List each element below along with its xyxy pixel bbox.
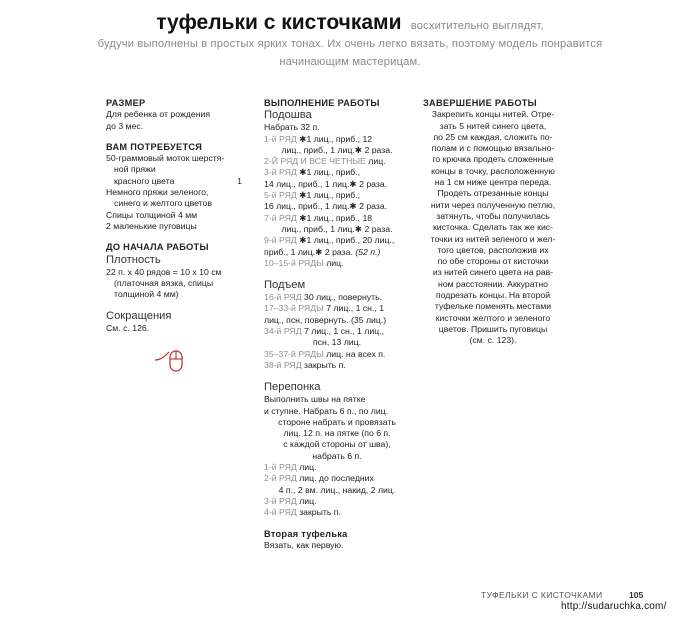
finish-line: (см. с. 123). bbox=[469, 335, 517, 346]
finish-line: туфельке поменять местами bbox=[434, 301, 552, 312]
materials-line: Спицы толщиной 4 мм bbox=[106, 209, 198, 220]
row-instruction: 4-й РЯД закрыть п. bbox=[264, 507, 341, 518]
row-instruction: 1-й РЯД лиц. bbox=[264, 462, 317, 473]
strap-title: Перепонка bbox=[264, 381, 321, 394]
strap-line: набрать 6 п. bbox=[312, 450, 362, 461]
work-heading: ВЫПОЛНЕНИЕ РАБОТЫ bbox=[264, 98, 380, 108]
sole-title: Подошва bbox=[264, 109, 312, 122]
finish-line: кисточки желтого и зеленого bbox=[435, 312, 551, 323]
intro-text-1: восхитительно выглядят, bbox=[410, 20, 544, 32]
density-line: (платочная вязка, спицы bbox=[114, 277, 214, 288]
second-slipper-heading: Вторая туфелька bbox=[264, 528, 348, 539]
materials-line: 2 маленькие пуговицы bbox=[106, 220, 197, 231]
row-instruction: 34-й РЯД 7 лиц., 1 сн., 1 лиц., bbox=[264, 326, 384, 337]
finish-text bbox=[423, 109, 563, 346]
size-line: Для ребенка от рождения bbox=[106, 109, 211, 120]
intro-text-2: будучи выполнены в простых ярких тонах. Их очень легко вязать, поэтому модель понравится bbox=[97, 38, 603, 50]
column-3 bbox=[423, 98, 563, 347]
strap-line: и ступне. Набрать 6 п., по лиц. bbox=[264, 405, 389, 416]
column-2 bbox=[264, 98, 410, 551]
finish-line: того цветов, расположив их bbox=[437, 244, 549, 255]
sole-cast: Набрать 32 п. bbox=[264, 122, 320, 133]
second-slipper-text: Вязать, как первую. bbox=[264, 539, 344, 550]
strap-line: с каждой стороны от шва), bbox=[283, 439, 391, 450]
watermark: http://sudaruchka.com/ bbox=[561, 601, 667, 612]
finish-line: на 1 см ниже центра переда. bbox=[434, 177, 552, 188]
finish-line: нити через полученную петлю, bbox=[430, 199, 556, 210]
mouse-icon bbox=[155, 348, 191, 378]
density-line: 22 п. x 40 рядов = 10 x 10 см bbox=[106, 266, 222, 277]
materials-line: синего и желтого цветов bbox=[114, 198, 213, 209]
density-line: толщиной 4 мм) bbox=[114, 289, 179, 300]
row-instruction: 14 лиц., приб., 1 лиц.✱ 2 раза. bbox=[264, 178, 388, 189]
finish-line: подрезать концы. На второй bbox=[435, 290, 551, 301]
row-instruction: 2-Й РЯД И ВСЕ ЧЕТНЫЕ лиц. bbox=[264, 156, 386, 167]
intro-text-3: начинающим мастерицам. bbox=[279, 56, 421, 68]
row-instruction: 3-й РЯД ✱1 лиц., приб., bbox=[264, 167, 361, 178]
finish-line: полам и с помощью вязально- bbox=[431, 143, 555, 154]
materials-count: 1 bbox=[237, 175, 242, 186]
size-line: до 3 мес. bbox=[106, 120, 144, 131]
row-instruction: 5-й РЯД ✱1 лиц., приб., bbox=[264, 190, 361, 201]
before-heading: ДО НАЧАЛА РАБОТЫ bbox=[106, 242, 209, 253]
materials-line: ной пряжи bbox=[114, 164, 156, 175]
row-instruction: лиц., приб., 1 лиц.✱ 2 раза. bbox=[281, 223, 393, 234]
row-instruction: 7-й РЯД ✱1 лиц., приб., 18 bbox=[264, 212, 373, 223]
strap-line: стороне набрать и провязать bbox=[278, 416, 396, 427]
running-title: ТУФЕЛЬКИ С КИСТОЧКАМИ bbox=[481, 590, 603, 600]
row-instruction: 4 п., 2 вм. лиц., накид, 2 лиц. bbox=[278, 484, 396, 495]
finish-line: Закрепить концы нитей. Отре- bbox=[431, 109, 555, 120]
rise-title: Подъем bbox=[264, 279, 306, 292]
abbreviations-ref[interactable]: См. с. 126. bbox=[106, 323, 150, 334]
row-instruction: 35–37-й РЯДЫ лиц. на всех п. bbox=[264, 348, 386, 359]
abbreviations-title: Сокращения bbox=[106, 310, 172, 323]
row-instruction: 2-й РЯД лиц. до последних bbox=[264, 473, 374, 484]
row-instruction: 38-й РЯД закрыть п. bbox=[264, 359, 346, 370]
finish-line: кисточка. Сделать так же кис- bbox=[432, 222, 554, 233]
finish-line: го крючка продеть сложенные bbox=[432, 154, 554, 165]
finish-line: цветов. Пришить пуговицы bbox=[438, 323, 548, 334]
strap-line: лиц. 12 п. на пятке (по 6 п. bbox=[283, 428, 391, 439]
page-number: 105 bbox=[629, 590, 644, 600]
row-instruction: 3-й РЯД лиц. bbox=[264, 495, 317, 506]
row-instruction: 9-й РЯД ✱1 лиц., приб., 20 лиц., bbox=[264, 235, 395, 246]
row-instruction: 17–33-й РЯДЫ 7 лиц., 1 сн., 1 bbox=[264, 303, 385, 314]
materials-heading: ВАМ ПОТРЕБУЕТСЯ bbox=[106, 141, 203, 152]
intro bbox=[20, 11, 680, 71]
finish-line: Продеть отрезанные концы bbox=[437, 188, 549, 199]
row-instruction: лиц., псн, повернуть. (35 лиц.) bbox=[264, 314, 387, 325]
row-instruction: 10–15-й РЯДЫ лиц. bbox=[264, 257, 344, 268]
strap-line: Выполнить швы на пятке bbox=[264, 394, 366, 405]
row-instruction: псн, 13 лиц. bbox=[312, 337, 362, 348]
row-instruction: 1-й РЯД ✱1 лиц., приб., 12 bbox=[264, 133, 373, 144]
finish-line: зать 5 нитей синего цвета, bbox=[439, 120, 547, 131]
materials-line: 50-граммовый моток шерстя- bbox=[106, 153, 225, 164]
row-instruction: лиц., приб., 1 лиц.✱ 2 раза. bbox=[281, 144, 393, 155]
finish-line: по обе стороны от кисточки bbox=[437, 256, 549, 267]
finish-heading: ЗАВЕРШЕНИЕ РАБОТЫ bbox=[423, 98, 537, 108]
finish-line: ном расстоянии. Аккуратно bbox=[438, 278, 548, 289]
finish-line: концы в точку, расположенную bbox=[431, 165, 555, 176]
finish-line: затянуть, чтобы получилась bbox=[436, 210, 550, 221]
density-title: Плотность bbox=[106, 253, 161, 266]
row-instruction: 16-й РЯД 30 лиц., повернуть. bbox=[264, 292, 383, 303]
materials-color: красного цвета bbox=[114, 175, 175, 186]
row-instruction: 16 лиц., приб., 1 лиц.✱ 2 раза. bbox=[264, 201, 388, 212]
finish-line: из нитей синего цвета на рав- bbox=[432, 267, 554, 278]
materials-line bbox=[106, 176, 242, 187]
page-title: туфельки с кисточками bbox=[156, 11, 402, 34]
row-instruction: приб., 1 лиц.✱ 2 раза. (52 п.) bbox=[264, 246, 381, 257]
finish-line: точки из нитей зеленого и жел- bbox=[430, 233, 556, 244]
intro-line-1 bbox=[20, 11, 680, 35]
finish-line: по 25 см каждая, сложить по- bbox=[433, 131, 553, 142]
materials-line: Немного пряжи зеленого, bbox=[106, 187, 209, 198]
column-1 bbox=[106, 98, 242, 335]
size-heading: РАЗМЕР bbox=[106, 98, 146, 108]
